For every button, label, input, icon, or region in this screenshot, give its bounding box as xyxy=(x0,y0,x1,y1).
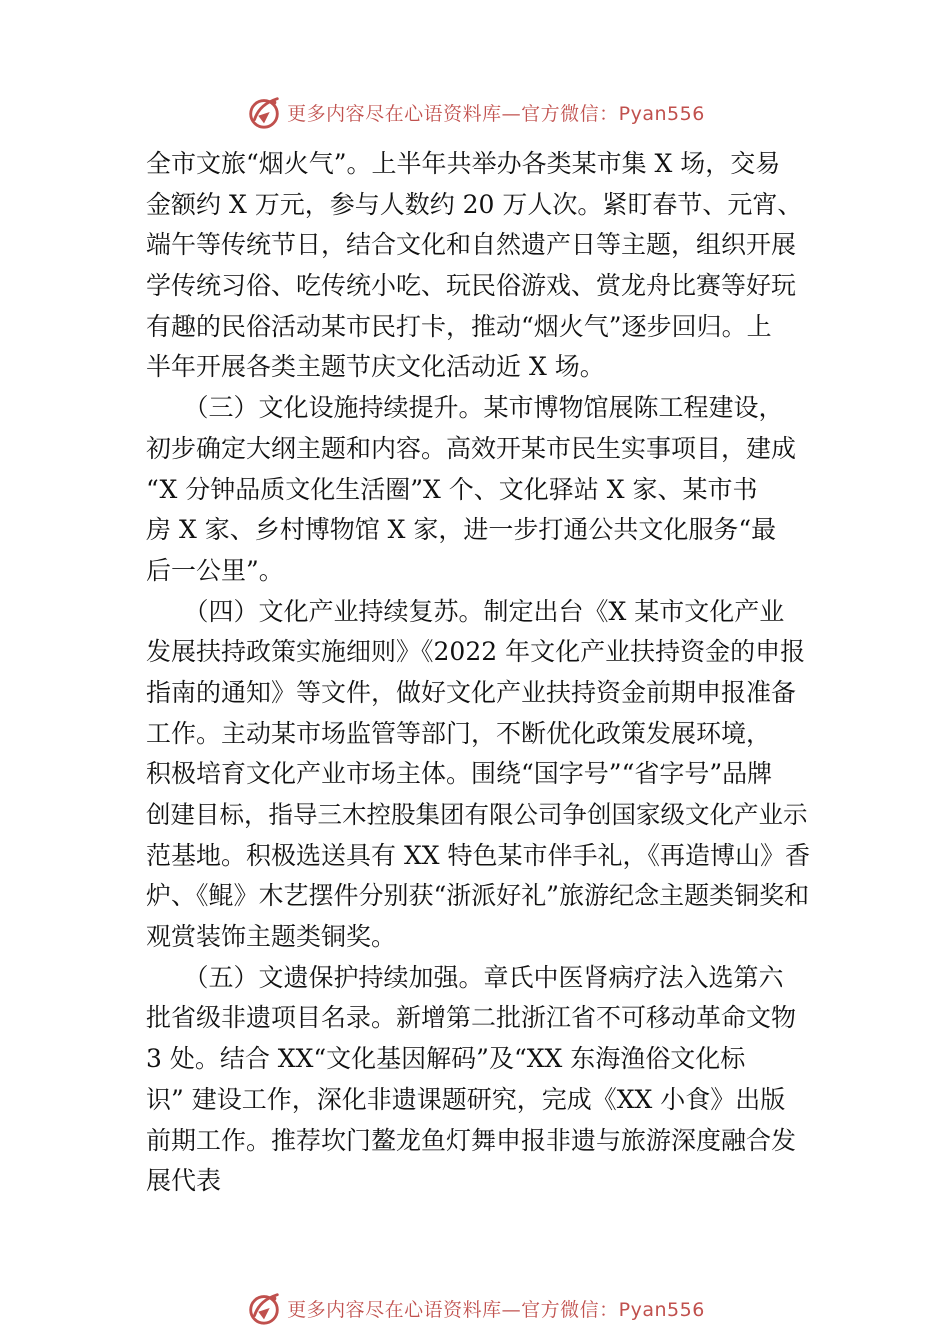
body-text-line: 炉、《鲲》木艺摆件分别获“浙派好礼”旅游纪念主题类铜奖和 xyxy=(146,881,810,911)
body-text-line: “X 分钟品质文化生活圈”X 个、文化驿站 X 家、某市书 xyxy=(146,474,758,504)
body-text-line: 金额约 X 万元，参与人数约 20 万人次。紧盯春节、元宵、 xyxy=(146,189,803,219)
header-wechat-id: Pyan556 xyxy=(618,102,705,125)
body-text-line: 范基地。积极选送具有 XX 特色某市伴手礼，《再造博山》香 xyxy=(146,840,810,870)
document-body xyxy=(146,144,818,1202)
body-text-line: 端午等传统节日，结合文化和自然遗产日等主题，组织开展 xyxy=(146,230,797,260)
footer-wechat-id: Pyan556 xyxy=(618,1298,705,1321)
body-text-line: 批省级非遗项目名录。新增第二批浙江省不可移动革命文物 xyxy=(146,1003,797,1033)
body-text-line: 房 X 家、乡村博物馆 X 家，进一步打通公共文化服务“最 xyxy=(146,515,777,545)
body-text-line: 3 处。结合 XX“文化基因解码”及“XX 东海渔俗文化标 xyxy=(146,1044,746,1074)
body-text-line: （四）文化产业持续复苏。制定出台《X 某市文化产业 xyxy=(146,596,785,626)
footer-banner-text: 更多内容尽在心语资料库—官方微信：Pyan556 xyxy=(287,1298,705,1321)
body-text-line: 积极培育文化产业市场主体。围绕“国字号”“省字号”品牌 xyxy=(146,759,773,789)
body-text-line: 创建目标，指导三木控股集团有限公司争创国家级文化产业示 xyxy=(146,800,808,829)
logo-icon xyxy=(245,93,283,131)
header-banner-text: 更多内容尽在心语资料库—官方微信：Pyan556 xyxy=(287,102,705,125)
body-text-line: 指南的通知》等文件，做好文化产业扶持资金前期申报准备 xyxy=(146,677,797,707)
body-text-line: 后一公里”。 xyxy=(146,555,284,585)
body-text-line: （三）文化设施持续提升。某市博物馆展陈工程建设， xyxy=(146,393,784,423)
body-text-line: 有趣的民俗活动某市民打卡，推动“烟火气”逐步回归。上 xyxy=(146,311,772,341)
body-text-line: 识” 建设工作，深化非遗课题研究，完成《XX 小食》出版 xyxy=(146,1084,786,1114)
footer-banner xyxy=(0,1288,950,1328)
body-text-line: （五）文遗保护持续加强。章氏中医肾病疗法入选第六 xyxy=(146,962,784,992)
body-text-line: 全市文旅“烟火气”。上半年共举办各类某市集 X 场，交易 xyxy=(146,149,781,178)
body-text-line: 半年开展各类主题节庆文化活动近 X 场。 xyxy=(146,352,605,382)
body-text-line: 前期工作。推荐坎门鳌龙鱼灯舞申报非遗与旅游深度融合发 xyxy=(146,1125,797,1155)
body-text-line: 工作。主动某市场监管等部门，不断优化政策发展环境， xyxy=(146,718,772,748)
logo-icon xyxy=(245,1289,283,1327)
body-text-line: 初步确定大纲主题和内容。高效开某市民生实事项目，建成 xyxy=(146,433,797,463)
body-text-line: 观赏装饰主题类铜奖。 xyxy=(146,922,397,952)
header-banner xyxy=(0,92,950,132)
body-text-line: 发展扶持政策实施细则》《2022 年文化产业扶持资金的申报 xyxy=(146,637,806,667)
body-text-line: 展代表 xyxy=(146,1166,222,1196)
body-text-line: 学传统习俗、吃传统小吃、玩民俗游戏、赏龙舟比赛等好玩 xyxy=(146,271,797,301)
